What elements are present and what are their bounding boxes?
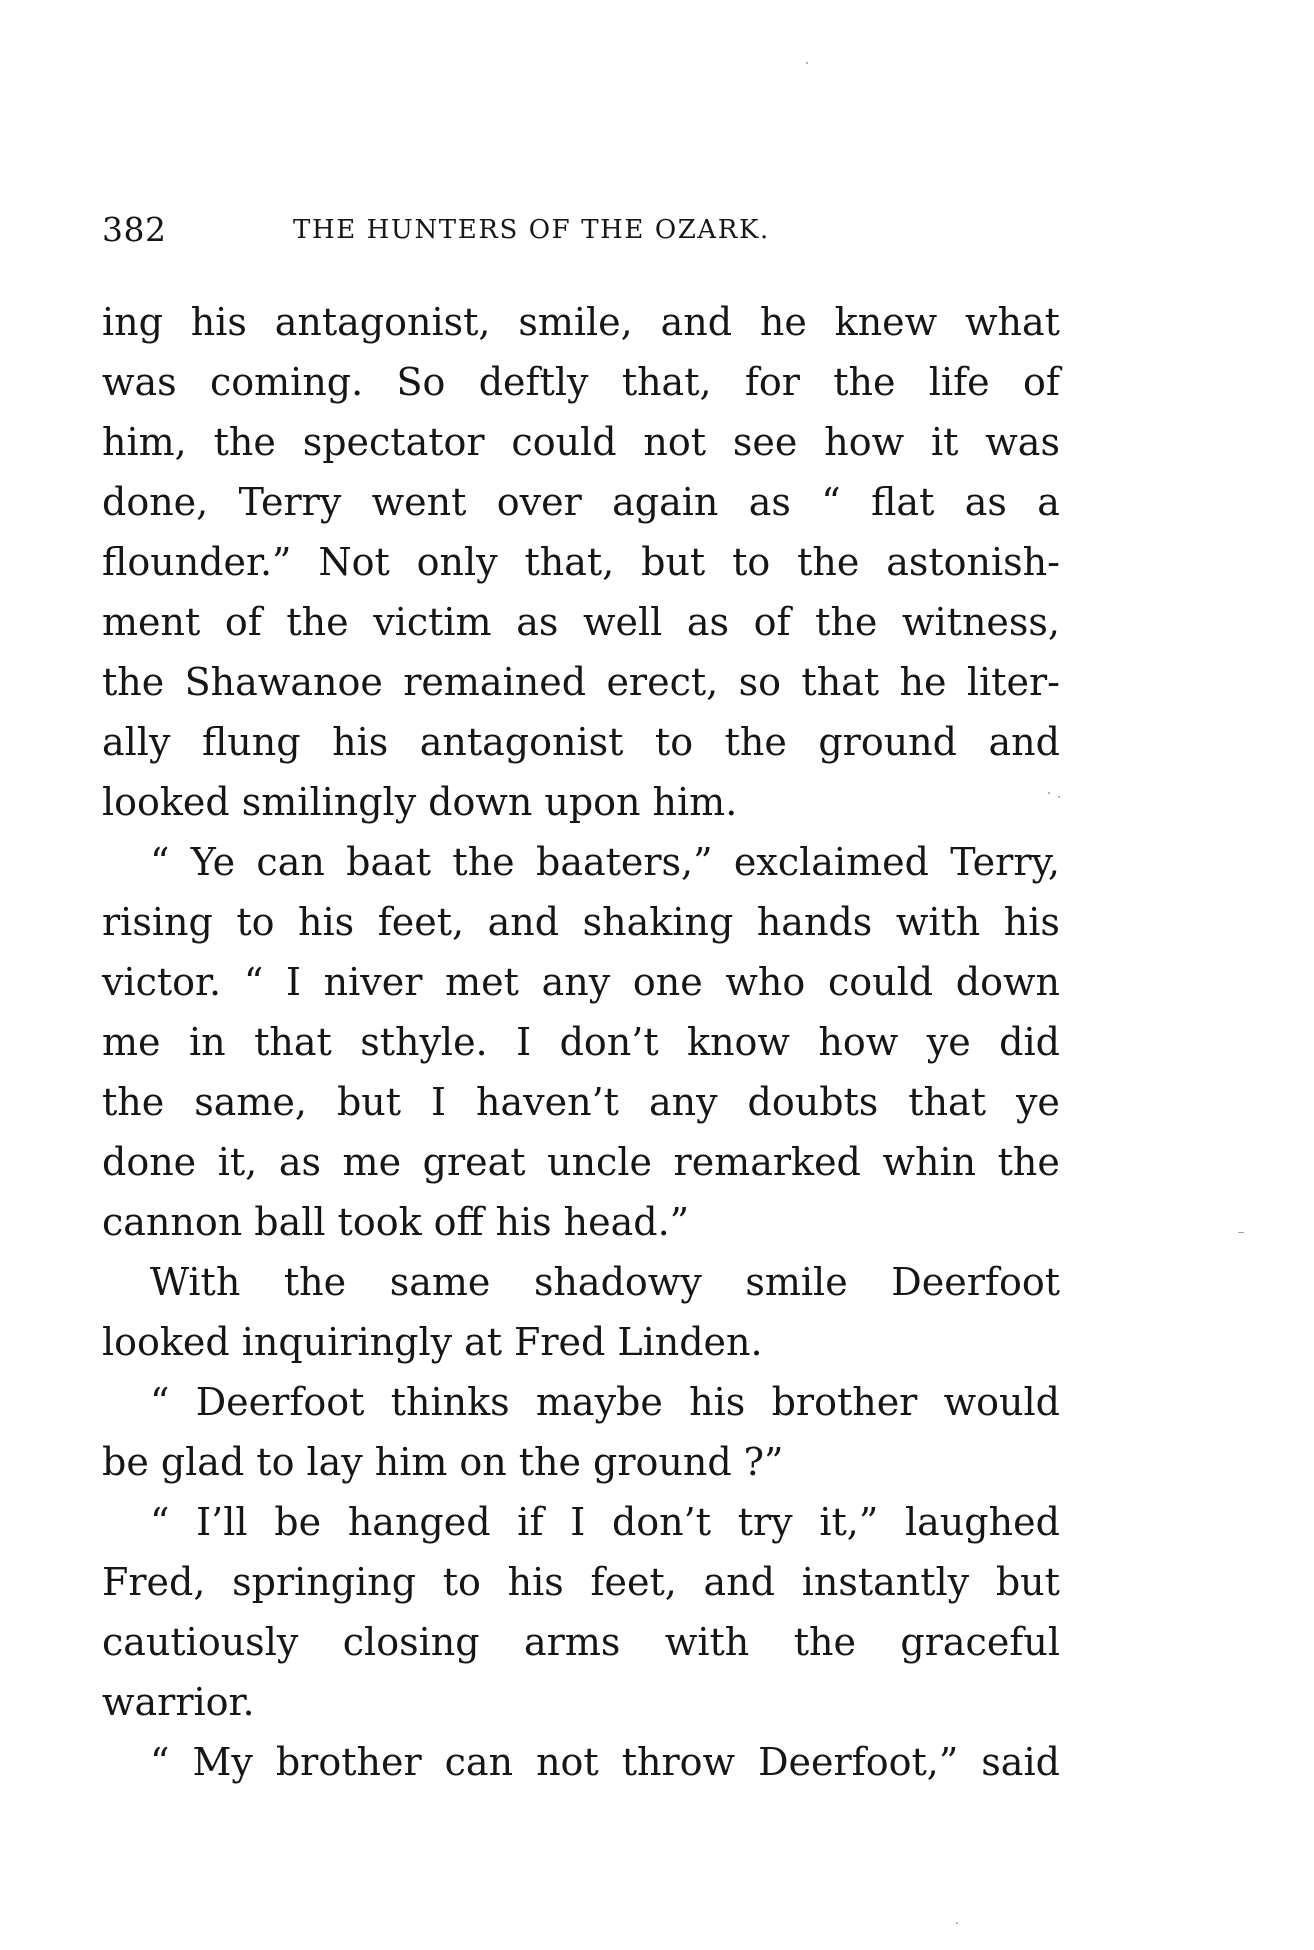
text-word: graceful — [900, 1620, 1060, 1664]
text-word: done — [102, 1140, 197, 1184]
text-word: laughed — [905, 1500, 1060, 1544]
text-word: again — [612, 480, 719, 524]
text-line — [102, 1372, 1060, 1432]
text-word: doubts — [747, 1080, 879, 1124]
text-word: arms — [524, 1620, 621, 1664]
text-word: witness, — [902, 600, 1060, 644]
text-word: deftly — [478, 360, 589, 404]
text-word: haven’t — [476, 1080, 619, 1124]
text-word: over — [496, 480, 582, 524]
page-number: 382 — [102, 210, 167, 249]
text-word: down — [428, 780, 533, 824]
text-word: he — [899, 660, 947, 704]
running-head-title: THE HUNTERS OF THE OZARK. — [293, 215, 770, 245]
text-word: Fred, — [102, 1560, 206, 1604]
text-word: victor. — [102, 960, 222, 1004]
text-word: hands — [756, 900, 873, 944]
text-word: a — [1037, 480, 1060, 524]
text-word: antagonist, — [274, 300, 491, 344]
paper-speck — [1238, 1232, 1244, 1233]
text-word: warrior. — [102, 1680, 255, 1724]
text-line — [102, 1612, 1060, 1672]
text-line — [102, 952, 1060, 1012]
running-head — [102, 206, 1062, 254]
text-line — [102, 1072, 1060, 1132]
text-word: of — [753, 600, 791, 644]
text-word: done, — [102, 480, 209, 524]
text-line — [102, 1492, 1060, 1552]
text-word: flounder.” — [102, 540, 292, 584]
text-line — [102, 1732, 1060, 1792]
text-word: can — [256, 840, 325, 884]
text-word: feet, — [377, 900, 465, 944]
text-word: exclaimed — [733, 840, 929, 884]
text-word: coming. — [209, 360, 364, 404]
paper-speck — [806, 62, 808, 64]
text-word: know — [687, 1020, 790, 1064]
text-word: could — [511, 420, 617, 464]
text-word: glad — [160, 1440, 245, 1484]
text-word: and — [487, 900, 560, 944]
text-word: the — [452, 840, 515, 884]
text-word: niver — [323, 960, 423, 1004]
text-word: me — [102, 1020, 161, 1064]
text-word: for — [744, 360, 800, 404]
text-word: hanged — [347, 1500, 491, 1544]
text-word: and — [703, 1560, 776, 1604]
text-word: My — [192, 1740, 253, 1784]
text-word: of — [1022, 360, 1060, 404]
paper-speck — [956, 1922, 958, 1924]
text-word: only — [416, 540, 498, 584]
text-word: how — [818, 1020, 899, 1064]
text-line — [102, 352, 1060, 412]
text-line — [102, 772, 1060, 832]
text-word: the — [793, 1620, 856, 1664]
text-word: but — [995, 1560, 1060, 1604]
text-word: rising — [102, 900, 213, 944]
text-word: looked — [102, 1320, 230, 1364]
text-word: at — [464, 1320, 503, 1364]
text-word: I — [570, 1500, 586, 1544]
text-word: looked — [102, 780, 230, 824]
text-word: ye — [926, 1020, 971, 1064]
text-word: if — [517, 1500, 544, 1544]
text-word: “ — [150, 840, 170, 884]
text-word: his — [1003, 900, 1060, 944]
text-word: any — [541, 960, 611, 1004]
text-word: baaters,” — [536, 840, 713, 884]
text-word: ing — [102, 300, 163, 344]
text-word: any — [648, 1080, 718, 1124]
text-word: would — [943, 1380, 1060, 1424]
text-word: don’t — [559, 1020, 659, 1064]
text-word: With — [150, 1260, 241, 1304]
text-line — [102, 832, 1060, 892]
text-word: his — [190, 300, 247, 344]
text-word: I — [431, 1080, 447, 1124]
text-word: and — [660, 300, 733, 344]
text-word: “ — [150, 1380, 170, 1424]
text-word: ball — [254, 1200, 326, 1244]
text-word: the — [997, 1140, 1060, 1184]
text-word: Deerfoot — [891, 1260, 1060, 1304]
text-word: brother — [275, 1740, 422, 1784]
text-word: Linden. — [617, 1320, 763, 1364]
text-word: remarked — [673, 1140, 861, 1184]
text-word: the — [797, 540, 860, 584]
text-word: flat — [871, 480, 935, 524]
text-word: said — [981, 1740, 1060, 1784]
text-word: went — [371, 480, 467, 524]
text-word: maybe — [535, 1380, 663, 1424]
text-word: how — [824, 420, 905, 464]
text-word: erect, — [606, 660, 719, 704]
text-word: whin — [882, 1140, 977, 1184]
text-word: try — [737, 1500, 793, 1544]
text-word: baat — [346, 840, 432, 884]
text-word: him. — [652, 780, 738, 824]
text-word: as — [516, 600, 559, 644]
text-line — [102, 1432, 1060, 1492]
text-word: the — [815, 600, 878, 644]
text-word: was — [102, 360, 177, 404]
text-word: was — [985, 420, 1060, 464]
text-word: well — [582, 600, 663, 644]
text-word: knew — [834, 300, 938, 344]
text-word: as — [278, 1140, 321, 1184]
text-word: me — [342, 1140, 402, 1184]
text-word: flung — [201, 720, 301, 764]
text-word: lay — [306, 1440, 363, 1484]
text-line — [102, 592, 1060, 652]
text-line — [102, 1312, 1060, 1372]
text-word: with — [664, 1620, 750, 1664]
text-word: shaking — [582, 900, 734, 944]
text-word: to — [236, 900, 275, 944]
text-word: who — [725, 960, 806, 1004]
text-word: as — [748, 480, 791, 524]
text-word: not — [536, 1740, 599, 1784]
text-word: the — [102, 1080, 165, 1124]
text-word: victim — [373, 600, 492, 644]
text-word: as — [964, 480, 1007, 524]
text-word: “ — [150, 1740, 170, 1784]
text-word: off — [433, 1200, 484, 1244]
text-word: liter- — [966, 660, 1060, 704]
text-word: same, — [194, 1080, 307, 1124]
text-word: that, — [524, 540, 615, 584]
text-word: but — [336, 1080, 402, 1124]
text-line — [102, 292, 1060, 352]
text-line — [102, 1252, 1060, 1312]
text-word: the — [286, 600, 349, 644]
text-word: Ye — [190, 840, 236, 884]
text-word: ground — [818, 720, 957, 764]
text-word: what — [965, 300, 1060, 344]
text-word: his — [689, 1380, 746, 1424]
text-word: ?” — [743, 1440, 784, 1484]
text-line — [102, 472, 1060, 532]
text-word: smilingly — [241, 780, 417, 824]
text-word: but — [641, 540, 706, 584]
text-word: so — [738, 660, 782, 704]
text-line — [102, 652, 1060, 712]
text-word: that — [908, 1080, 986, 1124]
text-word: smile — [745, 1260, 848, 1304]
text-word: Not — [318, 540, 390, 584]
text-word: Deerfoot,” — [758, 1740, 959, 1784]
text-word: Terry — [238, 480, 342, 524]
text-word: one — [632, 960, 703, 1004]
text-word: his — [332, 720, 389, 764]
text-word: smile, — [518, 300, 633, 344]
text-line — [102, 712, 1060, 772]
text-word: not — [643, 420, 707, 464]
text-word: So — [396, 360, 446, 404]
text-word: he — [759, 300, 807, 344]
text-word: his — [507, 1560, 564, 1604]
text-word: great — [422, 1140, 526, 1184]
text-word: the — [833, 360, 896, 404]
text-word: met — [445, 960, 519, 1004]
text-word: that, — [621, 360, 712, 404]
text-word: Fred — [514, 1320, 606, 1364]
text-word: cautiously — [102, 1620, 299, 1664]
text-word: ment — [102, 600, 201, 644]
text-word: did — [999, 1020, 1060, 1064]
text-word: his — [298, 900, 355, 944]
text-word: antagonist — [419, 720, 624, 764]
text-word: on — [459, 1440, 507, 1484]
text-word: sthyle. — [360, 1020, 488, 1064]
body-text — [102, 292, 1060, 1792]
text-word: it — [930, 420, 959, 464]
text-word: spectator — [302, 420, 485, 464]
text-word: “ — [150, 1500, 170, 1544]
text-word: down — [955, 960, 1060, 1004]
text-line — [102, 1552, 1060, 1612]
text-word: I — [516, 1020, 532, 1064]
text-word: instantly — [801, 1560, 970, 1604]
paper-speck — [1058, 796, 1060, 798]
text-word: feet, — [590, 1560, 677, 1604]
paper-speck — [1048, 792, 1050, 794]
text-word: the — [724, 720, 787, 764]
text-word: brother — [771, 1380, 918, 1424]
text-word: closing — [342, 1620, 480, 1664]
text-word: life — [928, 360, 990, 404]
text-word: don’t — [611, 1500, 711, 1544]
text-word: him, — [102, 420, 187, 464]
text-word: inquiringly — [241, 1320, 453, 1364]
text-word: I — [285, 960, 301, 1004]
text-word: it,” — [819, 1500, 879, 1544]
text-word: the — [213, 420, 276, 464]
text-word: the — [283, 1260, 347, 1304]
text-word: Shawanoe — [184, 660, 383, 704]
text-word: head.” — [563, 1200, 690, 1244]
text-word: that — [254, 1020, 332, 1064]
text-word: cannon — [102, 1200, 243, 1244]
text-line — [102, 532, 1060, 592]
text-word: his — [495, 1200, 552, 1244]
text-word: to — [654, 720, 694, 764]
text-word: took — [337, 1200, 422, 1244]
text-word: to — [442, 1560, 481, 1604]
text-word: as — [686, 600, 730, 644]
text-line — [102, 412, 1060, 472]
text-word: throw — [621, 1740, 736, 1784]
text-word: astonish- — [886, 540, 1060, 584]
text-word: could — [827, 960, 934, 1004]
text-word: Deerfoot — [195, 1380, 365, 1424]
text-word: ground — [593, 1440, 732, 1484]
text-word: it, — [217, 1140, 258, 1184]
text-word: to — [732, 540, 771, 584]
text-word: ally — [102, 720, 171, 764]
text-word: that — [801, 660, 880, 704]
text-word: uncle — [547, 1140, 652, 1184]
text-word: see — [732, 420, 798, 464]
text-word: to — [256, 1440, 295, 1484]
text-line — [102, 1132, 1060, 1192]
text-line — [102, 1192, 1060, 1252]
text-word: springing — [232, 1560, 417, 1604]
text-word: same — [389, 1260, 491, 1304]
text-word: the — [102, 660, 165, 704]
text-word: thinks — [390, 1380, 510, 1424]
text-word: him — [374, 1440, 448, 1484]
text-word: be — [102, 1440, 149, 1484]
text-word: in — [188, 1020, 226, 1064]
text-word: I’ll — [196, 1500, 248, 1544]
text-line — [102, 1012, 1060, 1072]
text-word: of — [224, 600, 262, 644]
text-line — [102, 892, 1060, 952]
text-word: can — [444, 1740, 514, 1784]
text-line — [102, 1672, 1060, 1732]
text-word: “ — [821, 480, 841, 524]
text-word: upon — [544, 780, 641, 824]
text-word: shadowy — [533, 1260, 702, 1304]
text-word: with — [895, 900, 981, 944]
text-word: be — [274, 1500, 322, 1544]
text-word: and — [988, 720, 1060, 764]
text-word: remained — [403, 660, 587, 704]
text-word: ye — [1015, 1080, 1060, 1124]
text-word: the — [518, 1440, 581, 1484]
text-word: Terry, — [950, 840, 1060, 884]
text-word: “ — [243, 960, 264, 1004]
